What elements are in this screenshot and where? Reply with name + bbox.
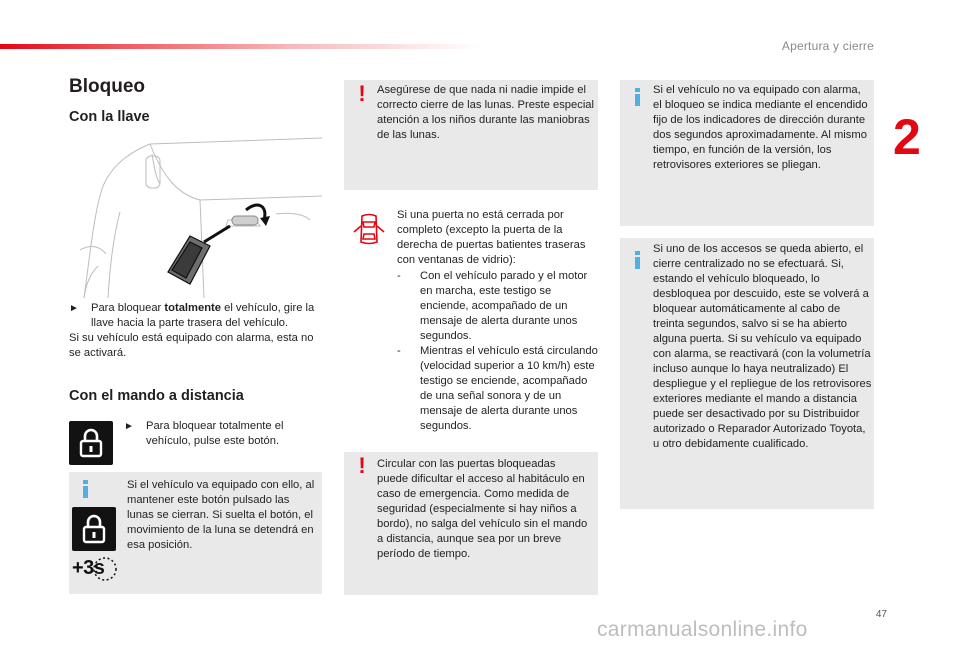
remote-heading: Con el mando a distancia [69,388,244,404]
key-alarm-note: Si su vehículo está equipado con alarma, esta no se activará. [69,332,314,359]
bullet-arrow-icon: ► [124,421,134,432]
info-icon [633,251,641,269]
section-label: Apertura y cierre [781,39,874,53]
key-text-pre: Para bloquear [91,302,165,314]
info-box-indicators [620,80,874,226]
key-heading: Con la llave [69,109,150,125]
car-door-key-illustration [80,134,322,300]
door-open-warning-icon [352,212,386,246]
remote-lock-button-icon [69,421,113,465]
chapter-number: 2 [893,109,921,165]
list-item: - Mientras el vehículo está circulando (velocidad superior a 10 km/h) este testigo se enciende, acompañado de una señal sonora y de un mensaje de alerta durante unos segundos. [397,345,598,432]
info-icon [81,480,89,498]
page-title: Bloqueo [69,76,145,97]
bullet-arrow-icon: ► [69,303,79,314]
info-box-windows-text: Si el vehículo va equipado con ello, al mantener este botón pulsado las lunas se cierran. Si suelta el botón, el movimiento de la luna se detendrá en esa posición. [127,479,315,551]
info-icon [633,88,641,106]
remote-lock-text: Para bloquear totalmente el vehículo, pulse este botón. [146,420,284,447]
door-open-intro: Si una puerta no está cerrada por completo (excepto la puerta de la derecha de puertas batientes traseras con ventanas de vidrio): [397,209,586,266]
remote-lock-instruction [124,419,324,449]
warning-box-locked-doors [344,452,598,595]
list-item: - Con el vehículo parado y el motor en marcha, este testigo se enciende, acompañado de un mensaje de alerta durante unos segundos. [397,270,588,342]
key-lock-instruction [69,301,325,331]
info-central-locking-text: Si uno de los accesos se queda abierto, el cierre centralizado no se efectuará. Si, estando el vehículo bloqueado, lo desbloquea por descuido, este se volverá a bloquear automáticamente al cabo de treinta segundos, salvo si se ha abierto alguna puerta. Si su vehículo va equipado con alarma, se reactivará (con la volumetría incluso aunque lo haya neutralizado) El despliegue y el repliegue de los retrovisores exteriores mediante el mando a distancia puede ser desactivado por su Distribuidor autorizado o Reparador Autorizado Toyota, u otro debidamente cualificado. [653,243,872,450]
header-red-bar [0,44,480,49]
key-text-post: el vehículo, gire la llave hacia la parte trasera del vehículo. [91,302,315,329]
key-text-bold: totalmente [164,302,221,314]
warning-locked-doors-text: Circular con las puertas bloqueadas puede dificultar el acceso al habitáculo en caso de emergencia. Como medida de seguridad (especialmente si hay niños a bordo), no salga del vehículo sin el mando a distancia, aunque sea por un breve período de tiempo. [377,458,588,560]
warning-box-windows [344,80,598,190]
page-number: 47 [875,609,887,620]
hold-label: +3s [72,557,105,579]
hold-three-seconds-icon [72,554,116,584]
door-open-list [397,269,599,434]
warning-exclamation-icon: ! [358,453,366,478]
remote-lock-button-icon [72,507,116,551]
watermark: carmanualsonline.info [597,618,808,641]
warning-exclamation-icon: ! [358,81,366,106]
info-indicators-text: Si el vehículo no va equipado con alarma, el bloqueo se indica mediante el encendido fijo de los indicadores de dirección durante dos segundos aproximadamente. Al mismo tiempo, en función de la versión, los retrovisores exteriores se pliegan. [653,84,868,171]
info-box-windows [69,472,322,594]
info-box-central-locking [620,238,874,509]
warning-windows-text: Asegúrese de que nada ni nadie impide el correcto cierre de las lunas. Preste especial atención a los niños durante las maniobras de las lunas. [377,84,595,141]
